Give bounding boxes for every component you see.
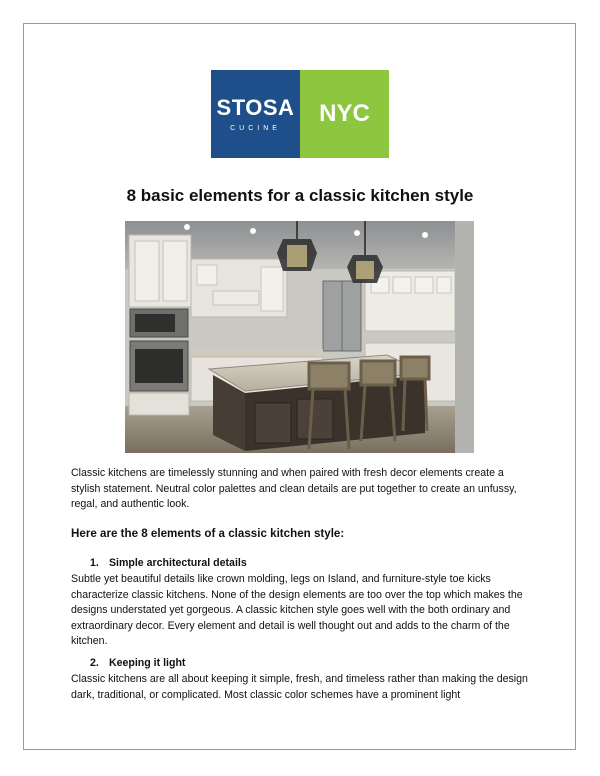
- logo-right-panel: [300, 70, 389, 158]
- intro-paragraph: Classic kitchens are timelessly stunning and when paired with fresh decor elements create a stylish statement. Neutral color palettes and clean details are put together to create an unfussy, regal, and authentic look.: [71, 467, 517, 510]
- logo-brand-sub: CUCINE: [230, 124, 281, 132]
- logo-brand-right: NYC: [319, 100, 370, 127]
- logo-brand-left: STOSA: [216, 94, 295, 120]
- item-title-2: Keeping it light: [108, 657, 186, 669]
- logo-left-panel: [211, 70, 300, 158]
- page-title: 8 basic elements for a classic kitchen style: [126, 186, 474, 205]
- item-heading-1: [90, 557, 247, 569]
- elements-subheading: Here are the 8 elements of a classic kitchen style:: [71, 527, 345, 540]
- kitchen-photo: [125, 221, 474, 453]
- item-paragraph-2: Classic kitchens are all about keeping it simple, fresh, and timeless rather than making the design dark, traditional, or complicated. Most classic color schemes have a prominent light: [71, 673, 528, 701]
- stosa-nyc-logo: [211, 70, 389, 158]
- item-number-2: 2.: [90, 657, 99, 669]
- item-paragraph-1: Subtle yet beautiful details like crown molding, legs on Island, and furniture-style toe kicks characterize classic kitchens. None of the design elements are too over the top which makes the designs understated yet gorgeous. A classic kitchen style goes well with the both ordinary and extraordinary decor. Every element and detail is well thought out and adds to the charm of the kitchen.: [71, 573, 523, 647]
- item-number-1: 1.: [90, 557, 99, 569]
- item-heading-2: [90, 657, 185, 669]
- item-title-1: Simple architectural details: [108, 557, 247, 569]
